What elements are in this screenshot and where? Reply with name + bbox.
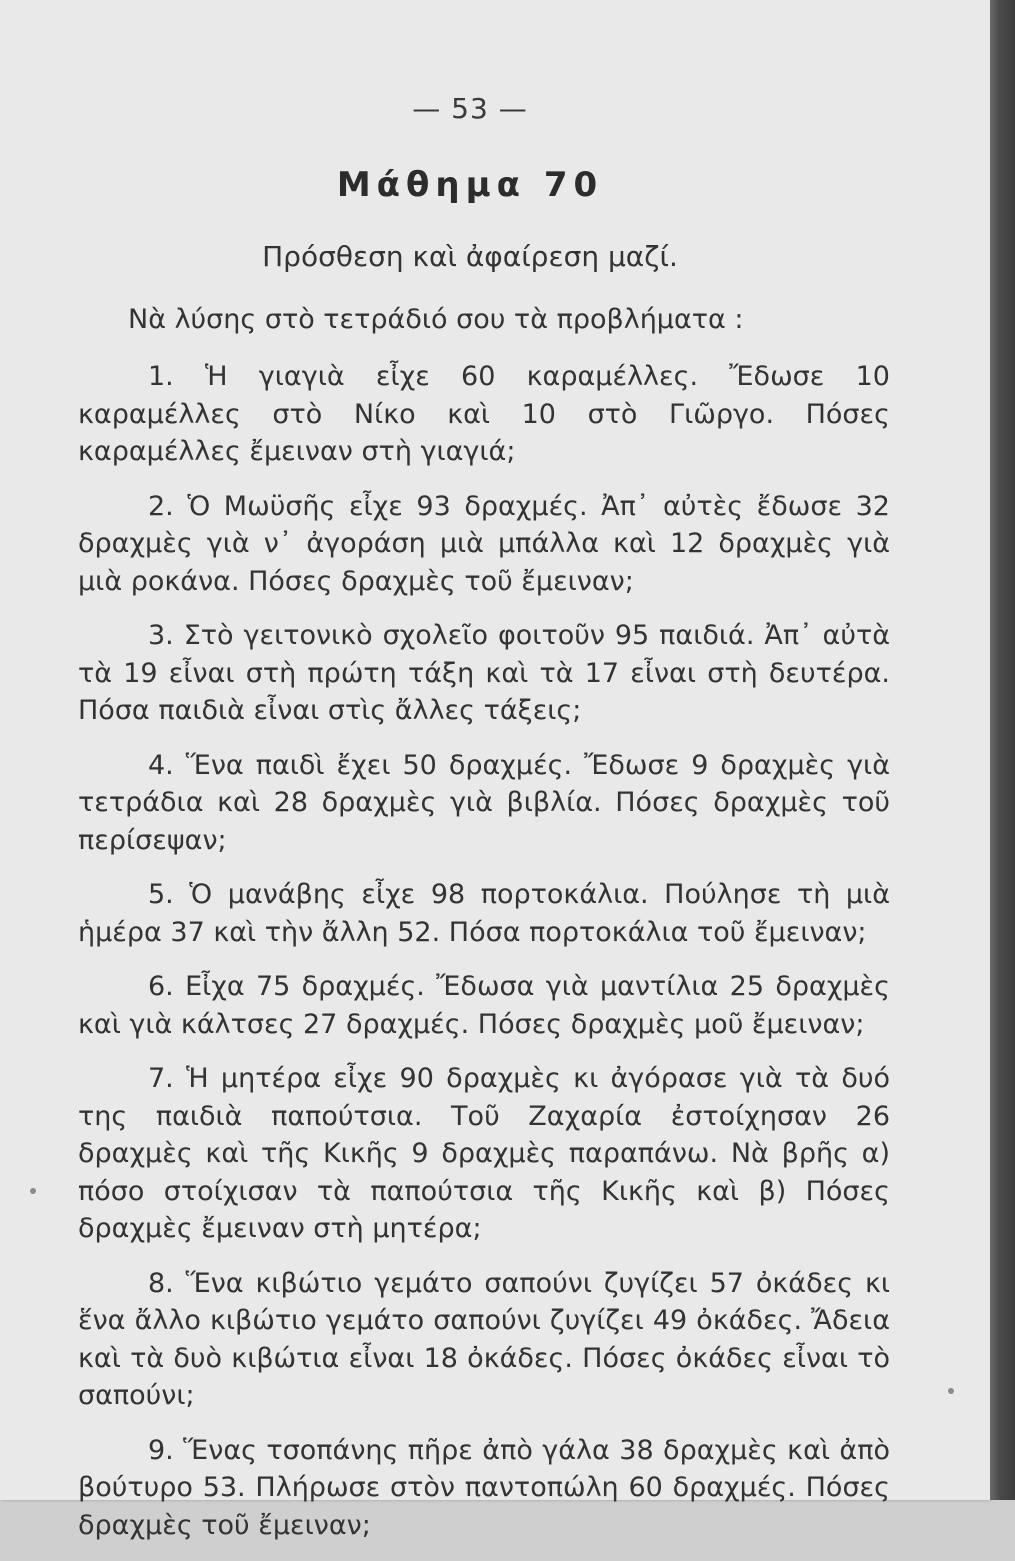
lesson-title: Μάθημα 70 bbox=[336, 165, 604, 205]
stray-ink-dot bbox=[948, 1388, 954, 1394]
problem-6: 6. Εἶχα 75 δραχμές. Ἔδωσα γιὰ μαντίλια 25 δραχμὲς καὶ γιὰ κάλτσες 27 δραχμές. Πόσες δραχμὲς μοῦ ἔμειναν; bbox=[78, 971, 890, 1040]
problem-3: 3. Στὸ γειτονικὸ σχολεῖο φοιτοῦν 95 παιδιά. Ἀπ᾽ αὐτὰ τὰ 19 εἶναι στὴ πρώτη τάξη καὶ τὰ 17 εἶναι στὴ δευτέρα. Πόσα παιδιὰ εἶναι στὶς ἄλλες τάξεις; bbox=[78, 620, 890, 726]
stray-ink-dot bbox=[30, 1188, 36, 1194]
problem-4: 4. Ἕνα παιδὶ ἔχει 50 δραχμές. Ἔδωσε 9 δραχμὲς γιὰ τετράδια καὶ 28 δραχμὲς γιὰ βιβλία. Πόσες δραχμὲς τοῦ περίσεψαν; bbox=[78, 749, 890, 856]
problem-2: 2. Ὁ Μωϋσῆς εἶχε 93 δραχμές. Ἀπ᾽ αὐτὲς ἔδωσε 32 δραχμὲς γιὰ ν᾽ ἀγοράση μιὰ μπάλλα καὶ 12 δραχμὲς γιὰ μιὰ ροκάνα. Πόσες δραχμὲς τοῦ ἔμειναν; bbox=[78, 490, 890, 597]
problem-1: 1. Ἡ γιαγιὰ εἶχε 60 καραμέλλες. Ἔδωσε 10 καραμέλλες στὸ Νίκο καὶ 10 στὸ Γιῶργο. Πόσες καραμέλλες ἔμειναν στὴ γιαγιά; bbox=[78, 361, 890, 467]
lesson-subtitle: Πρόσθεση καὶ ἀφαίρεση μαζί. bbox=[262, 240, 678, 273]
problem-list bbox=[78, 358, 890, 1561]
problem-9: 9. Ἕνας τσοπάνης πῆρε ἀπὸ γάλα 38 δραχμὲς καὶ ἀπὸ βούτυρο 53. Πλήρωσε στὸν παντοπώλη 60 δραχμές. Πόσες δραχμὲς τοῦ ἔμειναν; bbox=[78, 1434, 890, 1541]
instruction-text: Νὰ λύσης στὸ τετράδιό σου τὰ προβλήματα : bbox=[128, 304, 744, 335]
problem-8: 8. Ἕνα κιβώτιο γεμάτο σαπούνι ζυγίζει 57 ὀκάδες κι ἕνα ἄλλο κιβώτιο γεμάτο σαπούνι ζυγίζει 49 ὀκάδες. Ἄδεια καὶ τὰ δυὸ κιβώτια εἶναι 18 ὀκάδες. Πόσες ὀκάδες εἶναι τὸ σαπούνι; bbox=[78, 1267, 890, 1411]
problem-5: 5. Ὁ μανάβης εἶχε 98 πορτοκάλια. Πούλησε τὴ μιὰ ἡμέρα 37 καὶ τὴν ἄλλη 52. Πόσα πορτοκάλια τοῦ ἔμειναν; bbox=[78, 879, 890, 948]
scan-page-edge bbox=[990, 0, 1015, 1500]
problem-7: 7. Ἡ μητέρα εἶχε 90 δραχμὲς κι ἀγόρασε γιὰ τὰ δυό της παιδιὰ παπούτσια. Τοῦ Ζαχαρία ἐστοίχησαν 26 δραχμὲς καὶ τῆς Κικῆς 9 δραχμὲς παραπάνω. Νὰ βρῆς α) πόσο στοίχισαν τὰ παπούτσια τῆς Κικῆς καὶ β) Πόσες δραχμὲς ἔμειναν στὴ μητέρα; bbox=[78, 1063, 890, 1244]
page-number: — 53 — bbox=[412, 92, 528, 125]
